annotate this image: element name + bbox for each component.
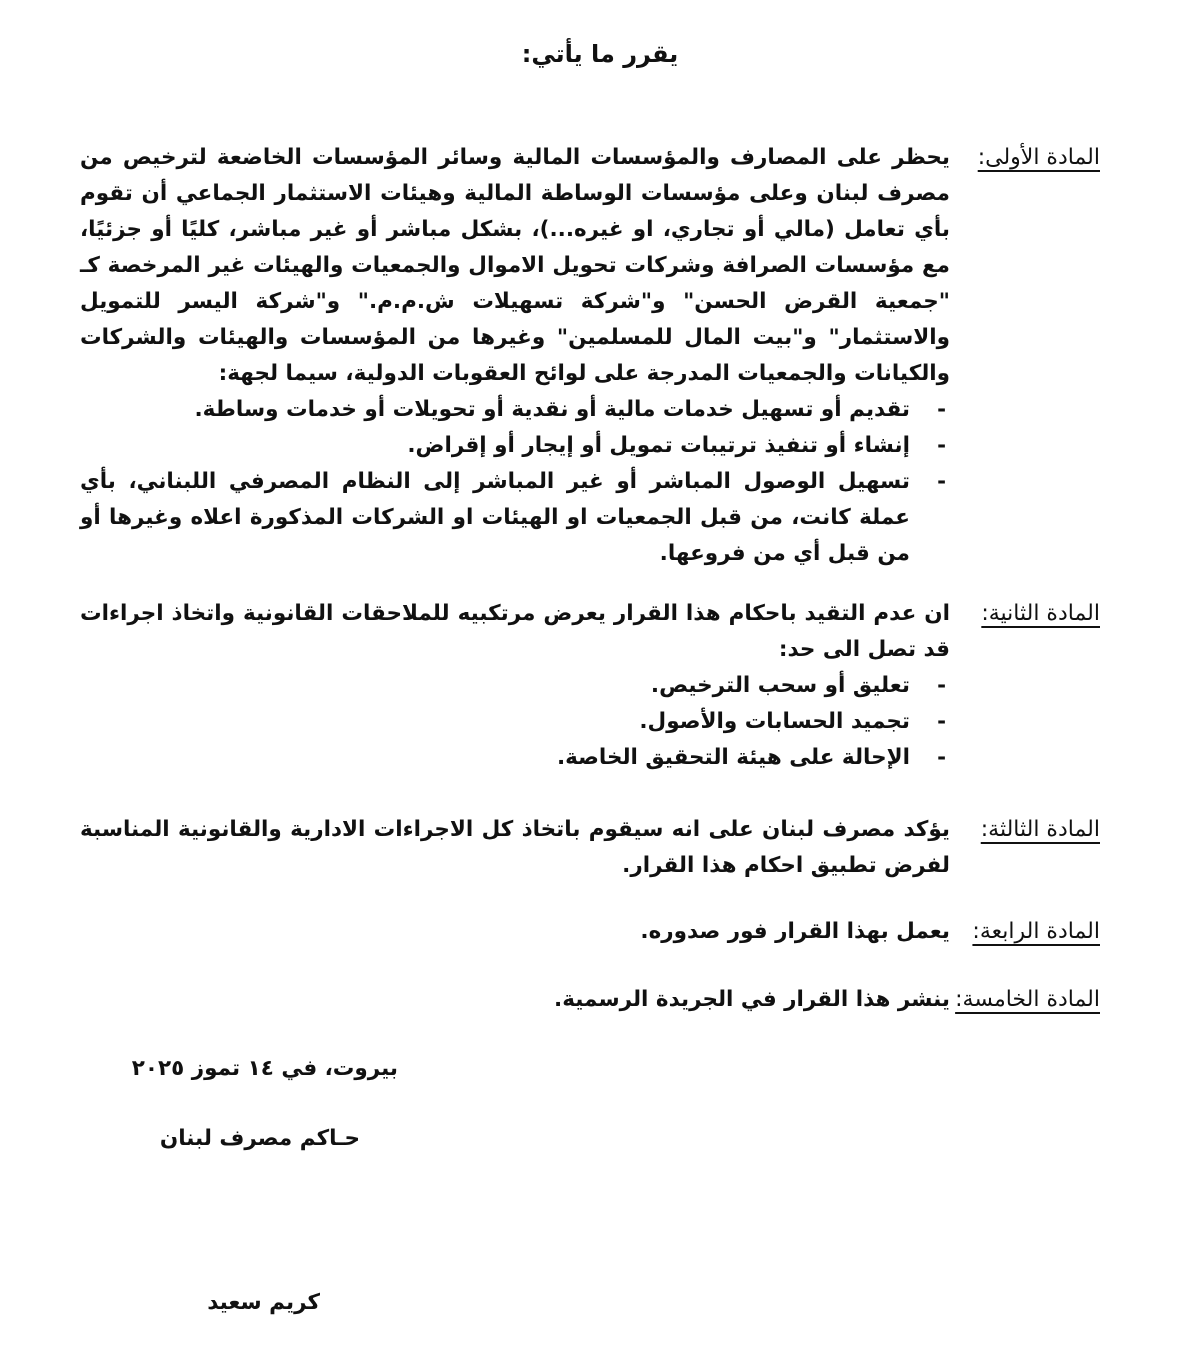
article-body (80, 812, 950, 884)
bullet-item: - تقديم أو تسهيل خدمات مالية أو نقدية أو تحويلات أو خدمات وساطة. (80, 392, 950, 428)
decision-heading: يقرر ما يأتي: (521, 40, 679, 68)
article-paragraph: ان عدم التقيد باحكام هذا القرار يعرض مرتكبيه للملاحقات القانونية واتخاذ اجراءات قد تصل الى حد: (80, 601, 950, 662)
article-paragraph: يؤكد مصرف لبنان على انه سيقوم باتخاذ كل الاجراءات الادارية والقانونية المناسبة لفرض تطبيق احكام هذا القرار. (80, 817, 950, 878)
article-paragraph: يحظر على المصارف والمؤسسات المالية وسائر المؤسسات الخاضعة لترخيص من مصرف لبنان وعلى مؤسسات الوساطة المالية وهيئات الاستثمار الجماعي أن تقوم بأي تعامل (مالي أو تجاري، او غيره...)، بشكل مباشر أو غير مباشر، كليًا أو جزئيًا، مع مؤسسات الصرافة وشركات تحويل الاموال والجمعيات والهيئات غير المرخصة كـ "جمعية القرض الحسن" و"شركة تسهيلات ش.م.م." و"شركة اليسر للتمويل والاستثمار" و"بيت المال للمسلمين" وغيرها من المؤسسات والهيئات والشركات والكيانات والجمعيات المدرجة على لوائح العقوبات الدولية، سيما لجهة: (80, 145, 950, 386)
bullet-item: - الإحالة على هيئة التحقيق الخاصة. (80, 740, 950, 776)
article-body (80, 596, 950, 776)
bullet-item: - تعليق أو سحب الترخيص. (80, 668, 950, 704)
article-label: المادة الثانية: (981, 601, 1100, 626)
article-fifth (80, 982, 1100, 1018)
article-body (80, 140, 950, 572)
article-paragraph: ينشر هذا القرار في الجريدة الرسمية. (554, 987, 950, 1012)
article-fourth (80, 914, 1100, 950)
article-label: المادة الخامسة: (955, 987, 1100, 1012)
article-label: المادة الأولى: (977, 145, 1100, 170)
article-paragraph: يعمل بهذا القرار فور صدوره. (640, 919, 950, 944)
article-first (80, 140, 1100, 572)
signer-name: كريم سعيد (207, 1290, 320, 1315)
article-body (80, 982, 950, 1018)
place-date: بيروت، في ١٤ تموز ٢٠٢٥ (131, 1056, 398, 1081)
bullet-item: - تجميد الحسابات والأصول. (80, 704, 950, 740)
bullet-list (80, 668, 950, 776)
bullet-list (80, 392, 950, 572)
signer-title: حـاكم مصرف لبنان (159, 1126, 360, 1151)
article-label: المادة الثالثة: (980, 817, 1100, 842)
bullet-item: - إنشاء أو تنفيذ ترتيبات تمويل أو إيجار أو إقراض. (80, 428, 950, 464)
article-third (80, 812, 1100, 884)
article-label: المادة الرابعة: (972, 919, 1100, 944)
bullet-item: - تسهيل الوصول المباشر أو غير المباشر إلى النظام المصرفي اللبناني، بأي عملة كانت، من قبل الجمعيات او الهيئات او الشركات المذكورة اعلاه وغيرها أو من قبل أي من فروعها. (80, 464, 950, 572)
article-second (80, 596, 1100, 776)
article-body (80, 914, 950, 950)
